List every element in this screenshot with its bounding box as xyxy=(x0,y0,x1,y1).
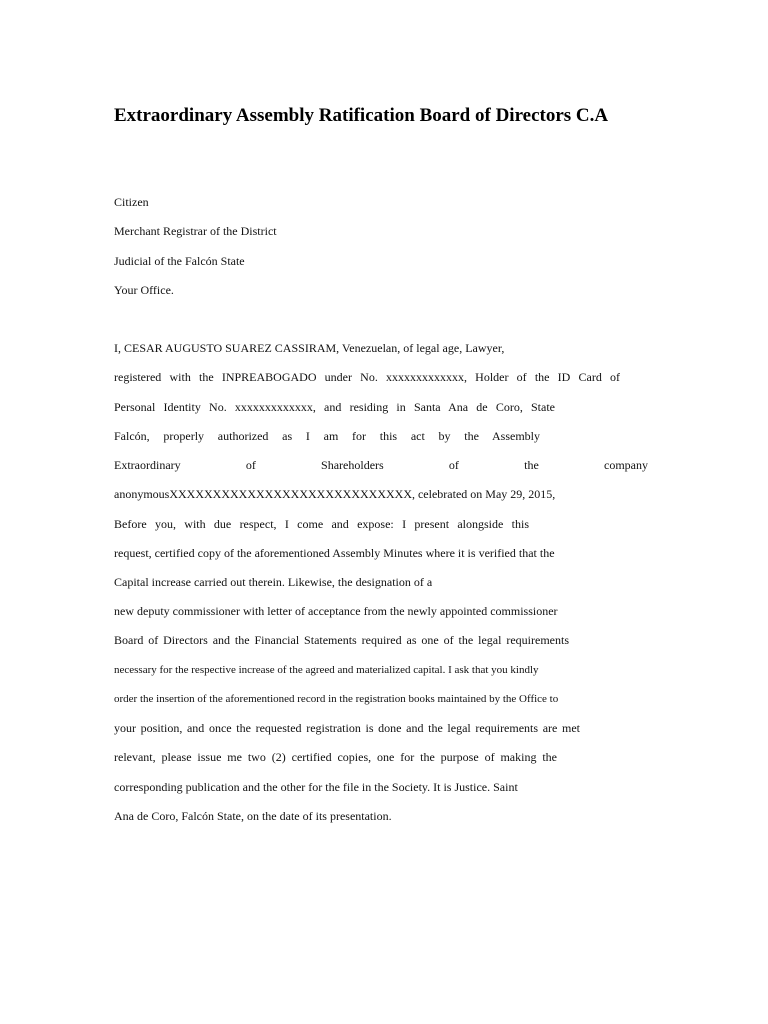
body-line: order the insertion of the aforementioned record in the registration books maintained by the Office to xyxy=(114,693,559,705)
body-line: corresponding publication and the other for the file in the Society. It is Justice. Saint xyxy=(114,780,518,794)
body-line: Before you, with due respect, I come and expose: I present alongside this xyxy=(114,517,529,531)
body-line: relevant, please issue me two (2) certified copies, one for the purpose of making the xyxy=(114,750,557,764)
body-line: new deputy commissioner with letter of acceptance from the newly appointed commissioner xyxy=(114,604,558,618)
address-line: Judicial of the Falcón State xyxy=(114,254,245,268)
body-line: anonymousXXXXXXXXXXXXXXXXXXXXXXXXXXXX, celebrated on May 29, 2015, xyxy=(114,487,556,501)
body-line: Extraordinary of Shareholders of the company xyxy=(114,458,648,472)
address-line: Citizen xyxy=(114,195,149,209)
address-line: Your Office. xyxy=(114,283,174,297)
body-line: Falcón, properly authorized as I am for this act by the Assembly xyxy=(114,429,540,443)
body-line: I, CESAR AUGUSTO SUAREZ CASSIRAM, Venezuelan, of legal age, Lawyer, xyxy=(114,341,505,355)
address-line: Merchant Registrar of the District xyxy=(114,224,277,238)
body-line: request, certified copy of the aforementioned Assembly Minutes where it is verified that the xyxy=(114,546,555,560)
document-title: Extraordinary Assembly Ratification Board of Directors C.A xyxy=(114,105,609,126)
body-line: Personal Identity No. xxxxxxxxxxxxx, and residing in Santa Ana de Coro, State xyxy=(114,400,555,414)
body-line: necessary for the respective increase of the agreed and materialized capital. I ask that you kindly xyxy=(114,664,539,676)
body-line: Ana de Coro, Falcón State, on the date of its presentation. xyxy=(114,809,392,823)
body-line: Capital increase carried out therein. Likewise, the designation of a xyxy=(114,575,433,589)
body-line: your position, and once the requested registration is done and the legal requirements are met xyxy=(114,721,580,735)
body-line: Board of Directors and the Financial Statements required as one of the legal requirements xyxy=(114,633,569,647)
body-line: registered with the INPREABOGADO under No. xxxxxxxxxxxxx, Holder of the ID Card of xyxy=(114,370,620,384)
